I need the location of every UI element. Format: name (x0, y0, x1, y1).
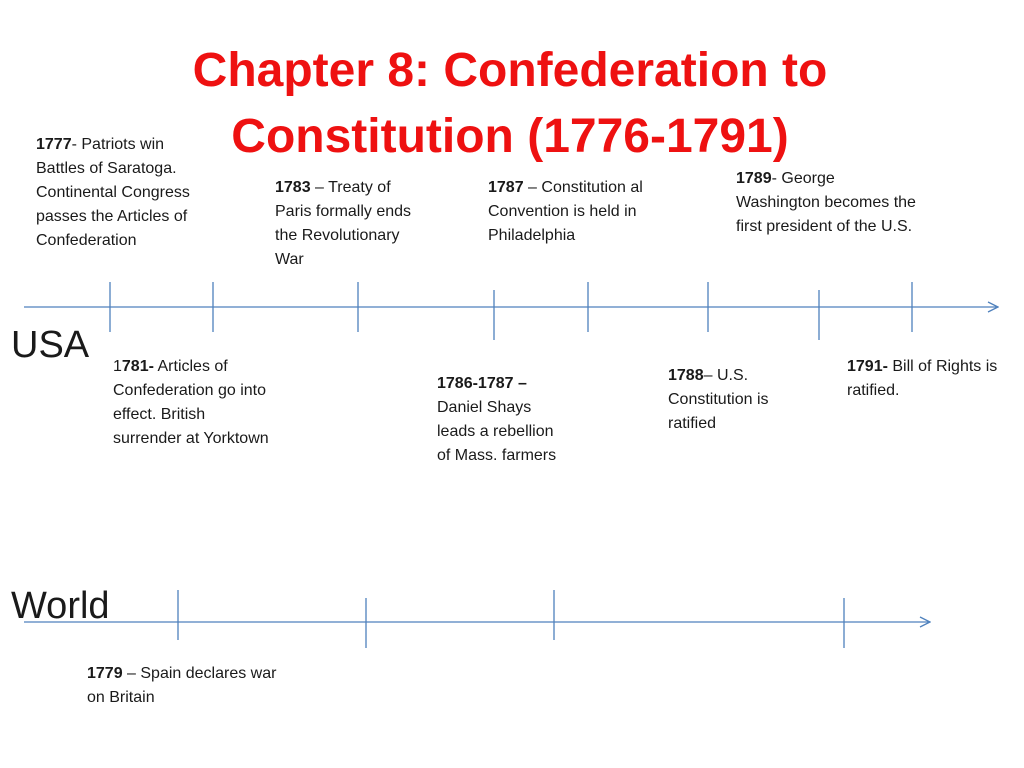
event-year: 781- (121, 358, 154, 375)
event-1786-1787 (437, 372, 559, 468)
event-text: - Patriots win Battles of Saratoga. Continental Congress passes the Articles of Confederation (36, 136, 190, 249)
event-text: – Treaty of Paris formally ends the Revolutionary War (275, 179, 412, 268)
event-1787 (488, 176, 648, 248)
title-line-2: Constitution (1776-1791) (231, 110, 789, 163)
event-1791 (847, 355, 1017, 403)
event-text: – U.S. Constitution is ratified (668, 367, 769, 432)
event-text: – Spain declares war on Britain (87, 665, 277, 706)
event-1777 (36, 133, 206, 253)
event-year: 1788 (668, 367, 704, 384)
event-year: 1786-1787 – (437, 375, 527, 392)
event-year: 1777 (36, 136, 72, 153)
event-year: 1787 (488, 179, 524, 196)
event-year: 1783 (275, 179, 311, 196)
event-text: Daniel Shays leads a rebellion of Mass. farmers (437, 399, 557, 464)
event-year-prefix: 1 (113, 358, 122, 375)
event-text: – Constitution al Convention is held in Philadelphia (488, 179, 643, 244)
usa-row-label: USA (11, 324, 90, 366)
event-text: - George Washington becomes the first president of the U.S. (736, 170, 916, 235)
event-1781 (113, 355, 273, 451)
event-1789 (736, 167, 916, 239)
event-1788 (668, 364, 778, 436)
event-text: Articles of Confederation go into effect. British surrender at Yorktown (113, 358, 269, 447)
event-year: 1791- (847, 358, 888, 375)
event-1779 (87, 662, 277, 710)
world-row-label: World (11, 585, 110, 627)
event-year: 1779 (87, 665, 123, 682)
event-1783 (275, 176, 415, 272)
title-line-1: Chapter 8: Confederation to (192, 44, 828, 97)
event-year: 1789 (736, 170, 772, 187)
event-text: Bill of Rights is ratified. (847, 358, 998, 399)
